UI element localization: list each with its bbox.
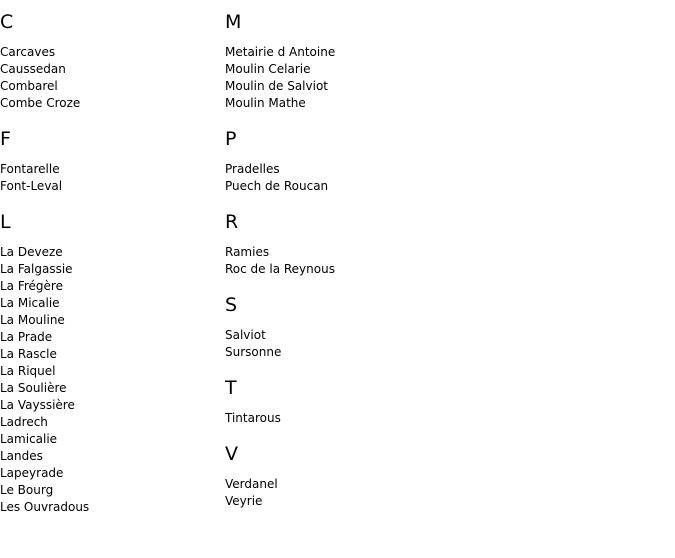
list-item [0, 78, 220, 95]
left-column [0, 0, 220, 516]
place-link-moulin-mathe[interactable]: Moulin Mathe [225, 96, 306, 110]
list-item [225, 78, 665, 95]
letter-group-t [225, 376, 665, 427]
letter-heading: P [225, 128, 237, 150]
letter-group-f [0, 127, 220, 195]
list-item [225, 95, 665, 112]
list-item [0, 178, 220, 195]
place-link-moulin-celarie[interactable]: Moulin Celarie [225, 62, 311, 76]
list-item [0, 465, 220, 482]
place-list [225, 476, 665, 510]
place-link-moulin-de-salviot[interactable]: Moulin de Salviot [225, 79, 328, 93]
list-item [225, 44, 665, 61]
list-item [0, 431, 220, 448]
place-link-lamicalie[interactable]: Lamicalie [0, 432, 58, 446]
place-link-veyrie[interactable]: Veyrie [225, 494, 263, 508]
place-link-la-deveze[interactable]: La Deveze [0, 245, 63, 259]
letter-group-v [225, 442, 665, 510]
place-link-les-ouvradous[interactable]: Les Ouvradous [0, 500, 90, 514]
list-item [225, 178, 665, 195]
place-list [225, 44, 665, 112]
list-item [0, 95, 220, 112]
list-item [0, 261, 220, 278]
place-link-roc-de-la-reynous[interactable]: Roc de la Reynous [225, 262, 335, 276]
list-item [0, 499, 220, 516]
place-link-la-rascle[interactable]: La Rascle [0, 347, 57, 361]
place-list [225, 244, 665, 278]
list-item [0, 329, 220, 346]
place-link-ramies[interactable]: Ramies [225, 245, 270, 259]
place-list [225, 161, 665, 195]
place-link-la-vayssiere[interactable]: La Vayssière [0, 398, 75, 412]
list-item [0, 278, 220, 295]
place-link-landes[interactable]: Landes [0, 449, 43, 463]
place-list [0, 161, 220, 195]
place-link-la-micalie[interactable]: La Micalie [0, 296, 60, 310]
place-link-verdanel[interactable]: Verdanel [225, 477, 278, 491]
place-link-tintarous[interactable]: Tintarous [225, 411, 281, 425]
place-list [0, 44, 220, 112]
letter-heading: R [225, 211, 239, 233]
place-link-fontarelle[interactable]: Fontarelle [0, 162, 60, 176]
list-item [0, 61, 220, 78]
list-item [0, 380, 220, 397]
letter-group-l [0, 210, 220, 516]
place-link-combe-croze[interactable]: Combe Croze [0, 96, 81, 110]
list-item [225, 261, 665, 278]
letter-group-s [225, 293, 665, 361]
place-list [0, 244, 220, 516]
list-item [225, 61, 665, 78]
list-item [0, 397, 220, 414]
list-item [0, 44, 220, 61]
place-list [225, 327, 665, 361]
list-item [225, 244, 665, 261]
list-item [225, 410, 665, 427]
letter-heading: F [0, 128, 11, 150]
place-link-font-leval[interactable]: Font-Leval [0, 179, 63, 193]
place-link-la-mouline[interactable]: La Mouline [0, 313, 65, 327]
place-link-combarel[interactable]: Combarel [0, 79, 58, 93]
place-link-metairie-d-antoine[interactable]: Metairie d Antoine [225, 45, 336, 59]
place-link-puech-de-roucan[interactable]: Puech de Roucan [225, 179, 329, 193]
list-item [0, 414, 220, 431]
list-item [0, 363, 220, 380]
right-column [225, 0, 665, 510]
list-item [225, 344, 665, 361]
letter-heading: S [225, 294, 238, 316]
letter-heading: M [225, 11, 242, 33]
place-link-la-prade[interactable]: La Prade [0, 330, 53, 344]
place-link-la-riquel[interactable]: La Riquel [0, 364, 56, 378]
place-link-lapeyrade[interactable]: Lapeyrade [0, 466, 64, 480]
letter-group-m [225, 10, 665, 112]
letter-heading: T [225, 377, 237, 399]
place-link-la-fregere[interactable]: La Frégère [0, 279, 63, 293]
list-item [0, 482, 220, 499]
list-item [0, 161, 220, 178]
list-item [225, 327, 665, 344]
place-link-carcaves[interactable]: Carcaves [0, 45, 56, 59]
place-link-la-falgassie[interactable]: La Falgassie [0, 262, 73, 276]
letter-heading: C [0, 11, 14, 33]
place-link-sursonne[interactable]: Sursonne [225, 345, 282, 359]
place-link-salviot[interactable]: Salviot [225, 328, 266, 342]
letter-group-r [225, 210, 665, 278]
letter-group-p [225, 127, 665, 195]
list-item [225, 493, 665, 510]
list-item [225, 476, 665, 493]
list-item [0, 295, 220, 312]
letter-group-c [0, 10, 220, 112]
place-list [225, 410, 665, 427]
list-item [0, 312, 220, 329]
place-link-pradelles[interactable]: Pradelles [225, 162, 280, 176]
letter-heading: V [225, 443, 238, 465]
place-link-ladrech[interactable]: Ladrech [0, 415, 48, 429]
list-item [0, 448, 220, 465]
list-item [0, 244, 220, 261]
place-link-caussedan[interactable]: Caussedan [0, 62, 66, 76]
list-item [0, 346, 220, 363]
place-link-le-bourg[interactable]: Le Bourg [0, 483, 54, 497]
place-link-la-souliere[interactable]: La Soulière [0, 381, 67, 395]
list-item [225, 161, 665, 178]
letter-heading: L [0, 211, 11, 233]
